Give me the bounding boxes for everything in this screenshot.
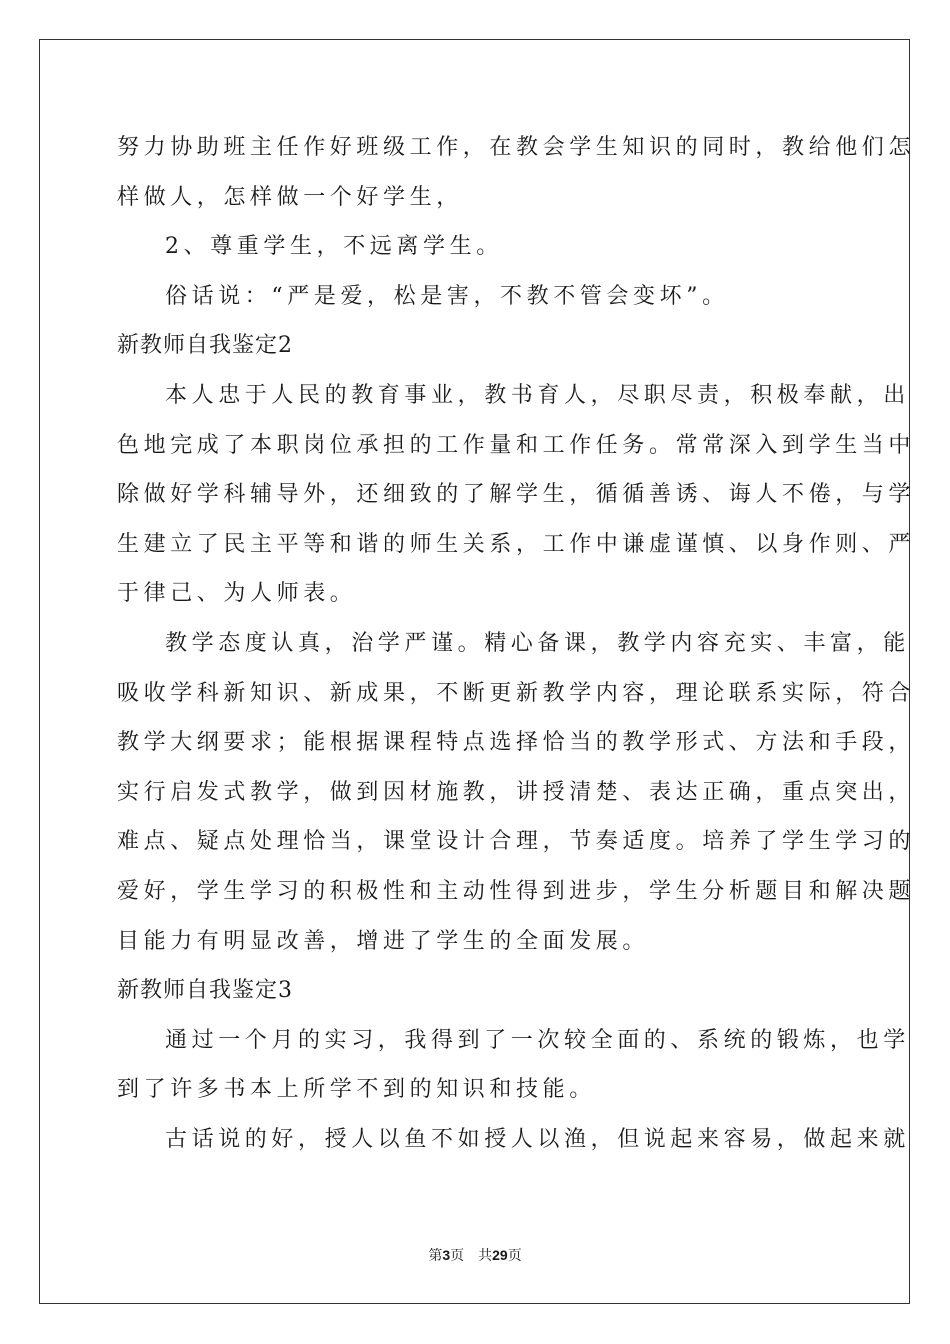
paragraph-line: 古话说的好，授人以鱼不如授人以渔，但说起来容易，做起来就 [165, 1126, 910, 1152]
paragraph-line: 本人忠于人民的教育事业，教书育人，尽职尽责，积极奉献，出 [165, 382, 910, 408]
paragraph-line: 目能力有明显改善，增进了学生的全面发展。 [117, 928, 650, 954]
paragraph-line: 教学大纲要求；能根据课程特点选择恰当的教学形式、方法和手段， [117, 730, 916, 756]
paragraph-line: 吸收学科新知识、新成果，不断更新教学内容，理论联系实际，符合 [117, 680, 916, 706]
paragraph-line: 俗话说：“严是爱，松是害，不教不管会变坏”。 [165, 283, 729, 309]
paragraph-line: 实行启发式教学，做到因材施教，讲授清楚、表达正确，重点突出， [117, 779, 916, 805]
total-pages: 29 [492, 1247, 508, 1263]
paragraph-line: 难点、疑点处理恰当，课堂设计合理，节奏适度。培养了学生学习的 [117, 829, 916, 855]
total-prefix: 共 [478, 1248, 493, 1264]
section-heading: 新教师自我鉴定2 [117, 333, 293, 359]
page-suffix: 页 [450, 1248, 465, 1264]
paragraph-line: 除做好学科辅导外，还细致的了解学生，循循善诱、诲人不倦，与学 [117, 482, 916, 508]
paragraph-line: 生建立了民主平等和谐的师生关系，工作中谦虚谨慎、以身作则、严 [117, 531, 916, 557]
paragraph-line: 于律己、为人师表。 [117, 581, 357, 607]
paragraph-line: 通过一个月的实习，我得到了一次较全面的、系统的锻炼，也学 [165, 1027, 910, 1053]
paragraph-line: 色地完成了本职岗位承担的工作量和工作任务。常常深入到学生当中 [117, 432, 916, 458]
page-footer [0, 1245, 950, 1265]
document-body [117, 123, 916, 1164]
paragraph-line: 到了许多书本上所学不到的知识和技能。 [117, 1077, 596, 1103]
paragraph-line: 教学态度认真，治学严谨。精心备课，教学内容充实、丰富，能 [165, 630, 910, 656]
paragraph-line: 努力协助班主任作好班级工作，在教会学生知识的同时，教给他们怎 [117, 135, 916, 160]
page-number: 3 [442, 1247, 451, 1263]
total-suffix: 页 [507, 1248, 522, 1264]
numbered-point: 2、尊重学生，不远离学生。 [165, 234, 503, 260]
paragraph-line: 样做人，怎样做一个好学生， [117, 184, 463, 210]
paragraph-line: 爱好，学生学习的积极性和主动性得到进步，学生分析题目和解决题 [117, 878, 916, 904]
page-prefix: 第 [428, 1248, 443, 1264]
section-heading: 新教师自我鉴定3 [117, 978, 293, 1004]
